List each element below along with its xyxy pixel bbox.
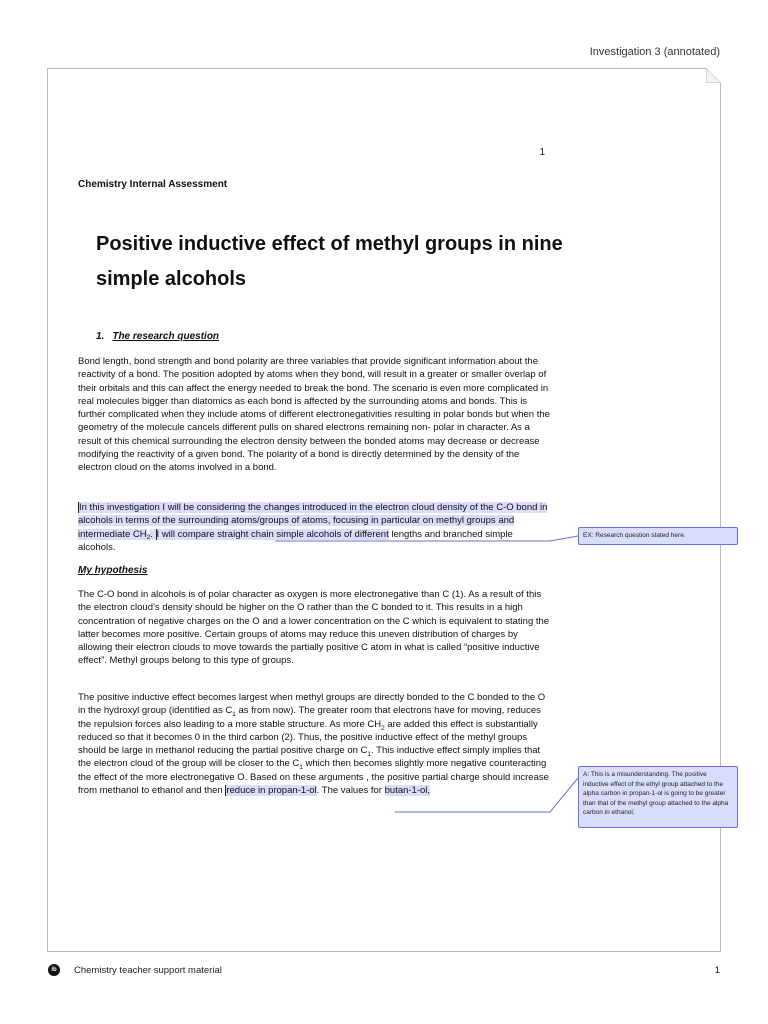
paragraph-text: . This inductive effect simply implies that the electron cloud of the group will be closer to the C [78,745,541,770]
subscript: 2 [146,534,151,542]
highlighted-text[interactable]: In this investigation I will be considering the changes introduced in the electron cloud density of the C-O bond in alcohols in terms of the surrounding atoms/groups of atoms, focusing in particular on methyl groups and intermediate CH [78,502,548,540]
subscript: 2 [381,724,385,732]
course-heading: Chemistry Internal Assessment [78,179,228,190]
footer-text: Chemistry teacher support material [74,965,222,976]
hypothesis-heading: My hypothesis [78,565,148,576]
subscript: 1 [299,764,303,772]
paragraph-text: which then becomes slightly more negative counteracting the effect of the more electronegative O. Based on these arguments , the positive partial charge should increase from methanol to ethanol and then [78,758,549,797]
document-label: Investigation 3 (annotated) [589,46,720,58]
footer-page-number: 1 [714,965,720,976]
highlighted-text[interactable]: I will compare straight chain simple alcohols of different [156,528,389,540]
subscript: 1 [232,711,236,719]
section-number: 1. [96,331,105,342]
subscript: 1 [367,751,372,759]
highlighted-text[interactable]: reduce in propan-1-ol [226,785,317,797]
comment-balloon[interactable]: A: This is a misunderstanding. The positive inductive effect of the ethyl group attached to the alpha carbon in propan-1-ol is going to be greater than that of the methyl group attached to the alpha carbon in ethanol. [578,766,738,828]
paragraph-text: . The values for [316,785,385,797]
hypothesis-paragraph: The C-O bond in alcohols is of polar character as oxygen is more electronegative than C (1). As a result of this the electron cloud’s density should be higher on the O rather than the C bonded to it. This results in a high concentration of negative charges on the O and a lower concentration on the C which is equivalent to stating the latter becomes more positive. Certain groups of atoms may reduce this uneven distribution of charges by allowing their electron clouds to move towards the partially positive C atom in what is called “positive inductive effect”. Methyl groups belong to this type of groups. [78,589,550,667]
highlighted-text[interactable]: butan-1-ol, [384,785,431,797]
intro-paragraph: Bond length, bond strength and bond polarity are three variables that provide significant information about the reactivity of a bond. The position adopted by atoms when they bond, will result in a greater or smaller overlap of their orbitals and this can affect the energy needed to break the bond. The scenario is even more complicated in real molecules bigger than diatomics as each bond is affected by the surrounding atoms and bonds. This is further complicated when they include atoms of different electronegativities resulting in polar bonds but when the geometry of the molecule cancels different pulls on shared electrons remaining non- polar in character. As a result of this chemical surrounding the electron density between the bonded atoms may decrease or decrease modifying the reactivity of a given bond. The polarity of a bond is directly determined by the density of the electron cloud on the atoms involved in a bond. [78,356,550,474]
section-label: The research question [112,331,220,342]
ib-logo-icon: ib [48,964,60,976]
highlighted-text[interactable]: . [150,528,156,540]
page-title: Positive inductive effect of methyl groups in nine simple alcohols [96,233,563,290]
paragraph-text: The positive inductive effect becomes largest when methyl groups are directly bonded to the C bonded to the O in the hydroxyl group (identified as C [78,692,546,717]
paragraph-text: as from now). The greater room that electrons have for moving, reduces the repulsion forces also leading to a more stable structure. As more CH [78,705,541,730]
paragraph-text: lengths and branched simple alcohols. [78,528,513,553]
paragraph-text: are added this effect is substantially reduced so that it becomes 0 in the third carbon (2). Thus, the positive inductive effect of the methyl groups should be large in methanol reducing the partial positive charge on C [78,718,538,757]
comment-balloon[interactable]: EX: Research question stated here. [578,527,738,545]
page-number: 1 [539,147,545,158]
